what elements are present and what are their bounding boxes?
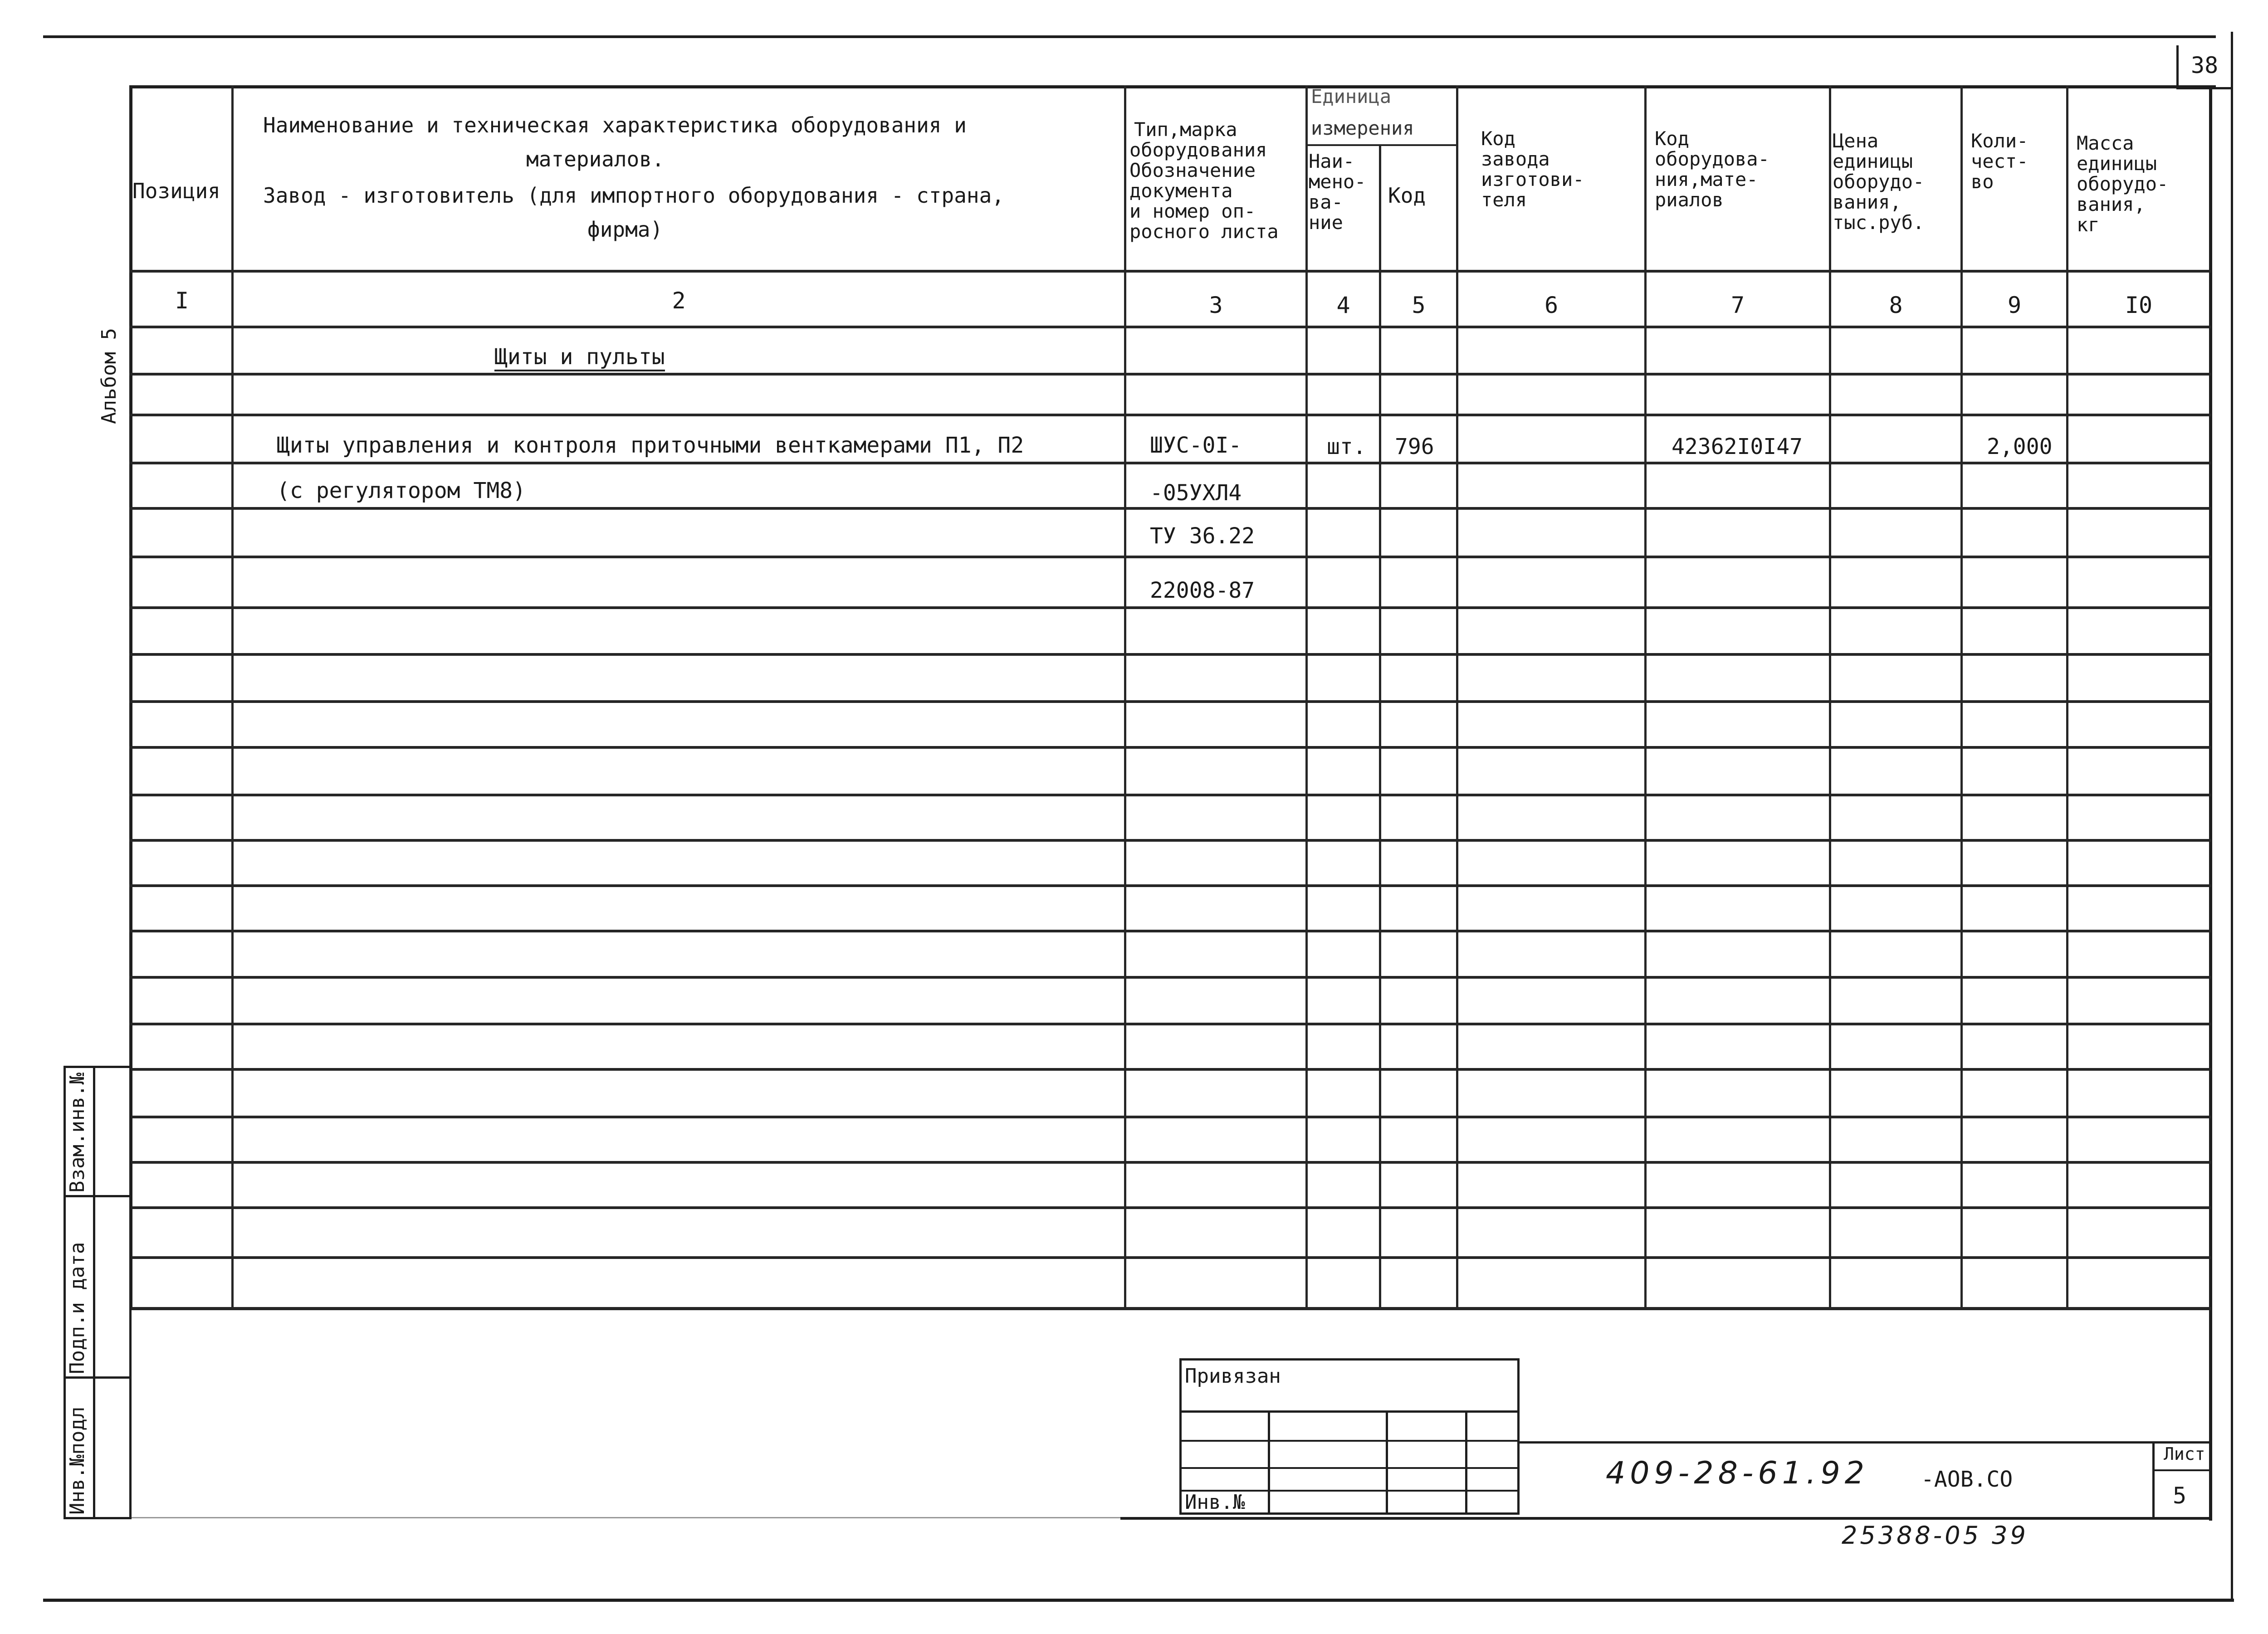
row-line — [129, 839, 2211, 842]
stamp-row-2 — [1179, 1440, 1520, 1442]
row-line — [129, 373, 2211, 376]
list-label: Лист — [2164, 1444, 2205, 1464]
sheet-number-top: 38 — [2191, 52, 2219, 78]
table-top-line — [129, 85, 2216, 88]
item-type-line1: ШУС-0I- — [1150, 433, 1242, 458]
row-line — [129, 556, 2211, 558]
stamp-bottom-line — [1120, 1517, 2211, 1520]
colnum-1: I — [175, 288, 189, 314]
item-unit-code: 796 — [1395, 434, 1434, 459]
stamp-col-1 — [1268, 1410, 1270, 1515]
col-sep-6 — [1644, 85, 1647, 1310]
colnum-4: 4 — [1336, 292, 1350, 318]
row-line — [129, 976, 2211, 979]
unit-subheader-line — [1305, 144, 1458, 146]
row-line — [129, 1206, 2211, 1209]
row-line — [129, 1116, 2211, 1118]
header-price-l3: оборудо- — [1833, 171, 1925, 193]
side-stamp-divider — [93, 1066, 95, 1519]
stamp-row-1 — [1179, 1410, 1520, 1413]
doc-code-handwritten: 409-28-61.92 — [1606, 1455, 1869, 1491]
list-number: 5 — [2173, 1483, 2187, 1509]
row-line — [129, 1256, 2211, 1259]
col-sep-3 — [1305, 85, 1308, 1310]
colnum-7: 7 — [1730, 292, 1745, 318]
header-price-l1: Цена — [1833, 130, 1879, 152]
bottom-code-handwritten: 25388-05 39 — [1842, 1521, 2028, 1550]
col-sep-7 — [1829, 85, 1831, 1310]
header-price-l2: единицы — [1833, 150, 1913, 172]
bottom-border — [43, 1599, 2234, 1602]
col-sep-9 — [2066, 85, 2068, 1310]
header-qty-l1: Коли- — [1971, 130, 2028, 152]
header-type-l3: Обозначение — [1129, 159, 1256, 181]
stamp-inv-no: Инв.№ — [1185, 1491, 1245, 1514]
list-box-divider — [2152, 1469, 2211, 1471]
col-sep-4 — [1379, 145, 1381, 1310]
header-mass-l1: Масса — [2077, 132, 2134, 154]
table-right-line — [2209, 85, 2212, 1521]
stamp-col-2 — [1386, 1410, 1388, 1515]
col-sep-1 — [231, 85, 234, 1310]
stamp-privyazan: Привязан — [1185, 1365, 1281, 1388]
row-line — [129, 606, 2211, 609]
row-line — [129, 884, 2211, 887]
side-label-podp-data: Подп.и дата — [66, 1242, 89, 1374]
header-qty-l2: чест- — [1971, 150, 2028, 172]
doc-code-suffix: -АОВ.СО — [1921, 1467, 2013, 1492]
colnum-9: 9 — [2007, 292, 2022, 318]
header-type-l1: Тип,марка — [1134, 118, 1237, 141]
stamp-col-3 — [1465, 1410, 1467, 1515]
header-type-l2: оборудования — [1129, 139, 1267, 161]
side-label-vzam-inv: Взам.инв.№ — [66, 1073, 89, 1193]
header-equip-code-l2: оборудова- — [1655, 148, 1769, 170]
header-type-l5: и номер оп- — [1129, 200, 1256, 222]
colnum-10: I0 — [2125, 292, 2153, 318]
header-plant-code-l4: теля — [1481, 189, 1527, 211]
header-mass-l3: оборудо- — [2077, 173, 2169, 195]
doc-code-top-line — [1520, 1441, 2211, 1444]
header-equip-code-l3: ния,мате- — [1655, 168, 1758, 190]
col-sep-8 — [1960, 85, 1963, 1310]
header-plant-code-l1: Код — [1481, 127, 1515, 150]
colnum-6: 6 — [1544, 292, 1559, 318]
item-unit-name: шт. — [1327, 434, 1366, 459]
item-equipment-code: 42362I0I47 — [1672, 434, 1803, 459]
row-line — [129, 700, 2211, 703]
table-bottom-line — [129, 1307, 2211, 1310]
header-qty-l3: во — [1971, 171, 1994, 193]
row-line — [129, 794, 2211, 796]
row-line — [129, 462, 2211, 464]
header-name-line4: фирма) — [587, 217, 663, 242]
header-unit-name-l3: ва- — [1309, 191, 1343, 213]
header-position: Позиция — [132, 179, 220, 203]
row-line — [129, 507, 2211, 510]
colnum-8: 8 — [1889, 292, 1903, 318]
header-price-l5: тыс.руб. — [1833, 211, 1925, 234]
header-plant-code-l3: изготови- — [1481, 168, 1584, 190]
header-mass-l4: вания, — [2077, 193, 2146, 215]
top-border — [43, 35, 2216, 38]
row-line — [129, 746, 2211, 749]
header-name-line3: Завод - изготовитель (для импортного оборудования - страна, — [263, 183, 1004, 208]
row-line — [129, 653, 2211, 656]
header-unit-name-l2: мено- — [1309, 171, 1366, 193]
row-line — [129, 414, 2211, 416]
col-sep-2 — [1124, 85, 1126, 1310]
header-mass-l5: кг — [2077, 214, 2100, 236]
colnum-5: 5 — [1412, 292, 1426, 318]
row-line — [129, 1023, 2211, 1025]
header-name-line2: материалов. — [526, 147, 665, 171]
section-title: Щиты и пульты — [494, 345, 665, 371]
header-type-l4: документа — [1129, 180, 1233, 202]
col-sep-5 — [1456, 85, 1458, 1310]
header-plant-code-l2: завода — [1481, 148, 1550, 170]
header-unit-name-l1: Наи- — [1309, 150, 1355, 172]
item-name-line1: Щиты управления и контроля приточными венткамерами П1, П2 — [277, 433, 1024, 458]
row-line — [129, 930, 2211, 932]
header-unit-group-l2: измерения — [1311, 117, 1414, 139]
row-line — [129, 1161, 2211, 1164]
item-quantity: 2,000 — [1987, 434, 2053, 459]
header-type-l6: росного листа — [1129, 220, 1279, 243]
header-equip-code-l1: Код — [1655, 127, 1689, 150]
numbers-bottom-line — [129, 326, 2211, 328]
item-name-line2: (с регулятором ТМ8) — [277, 478, 526, 503]
colnum-3: 3 — [1209, 292, 1223, 318]
header-mass-l2: единицы — [2077, 152, 2157, 175]
header-unit-name-l4: ние — [1309, 211, 1343, 234]
side-label-inv-podl: Инв.№подл — [66, 1406, 89, 1515]
header-price-l4: вания, — [1833, 191, 1901, 213]
right-border — [2231, 32, 2233, 1602]
stamp-row-3 — [1179, 1467, 1520, 1469]
row-line — [129, 1068, 2211, 1071]
header-unit-code: Код — [1388, 183, 1426, 208]
item-type-line4: 22008-87 — [1150, 578, 1255, 603]
side-label-album: Альбом 5 — [98, 328, 121, 424]
header-unit-group-l1: Единица — [1311, 85, 1392, 107]
header-equip-code-l4: риалов — [1655, 189, 1724, 211]
item-type-line2: -05УХЛ4 — [1150, 480, 1242, 506]
side-stamp-row2 — [64, 1376, 132, 1379]
header-bottom-line — [129, 270, 2211, 273]
header-name-line1: Наименование и техническая характеристика оборудования и — [263, 113, 967, 137]
bottom-thin-line — [132, 1517, 1120, 1518]
side-stamp-row1 — [64, 1195, 132, 1197]
colnum-2: 2 — [672, 288, 686, 314]
item-type-line3: ТУ 36.22 — [1150, 523, 1255, 549]
